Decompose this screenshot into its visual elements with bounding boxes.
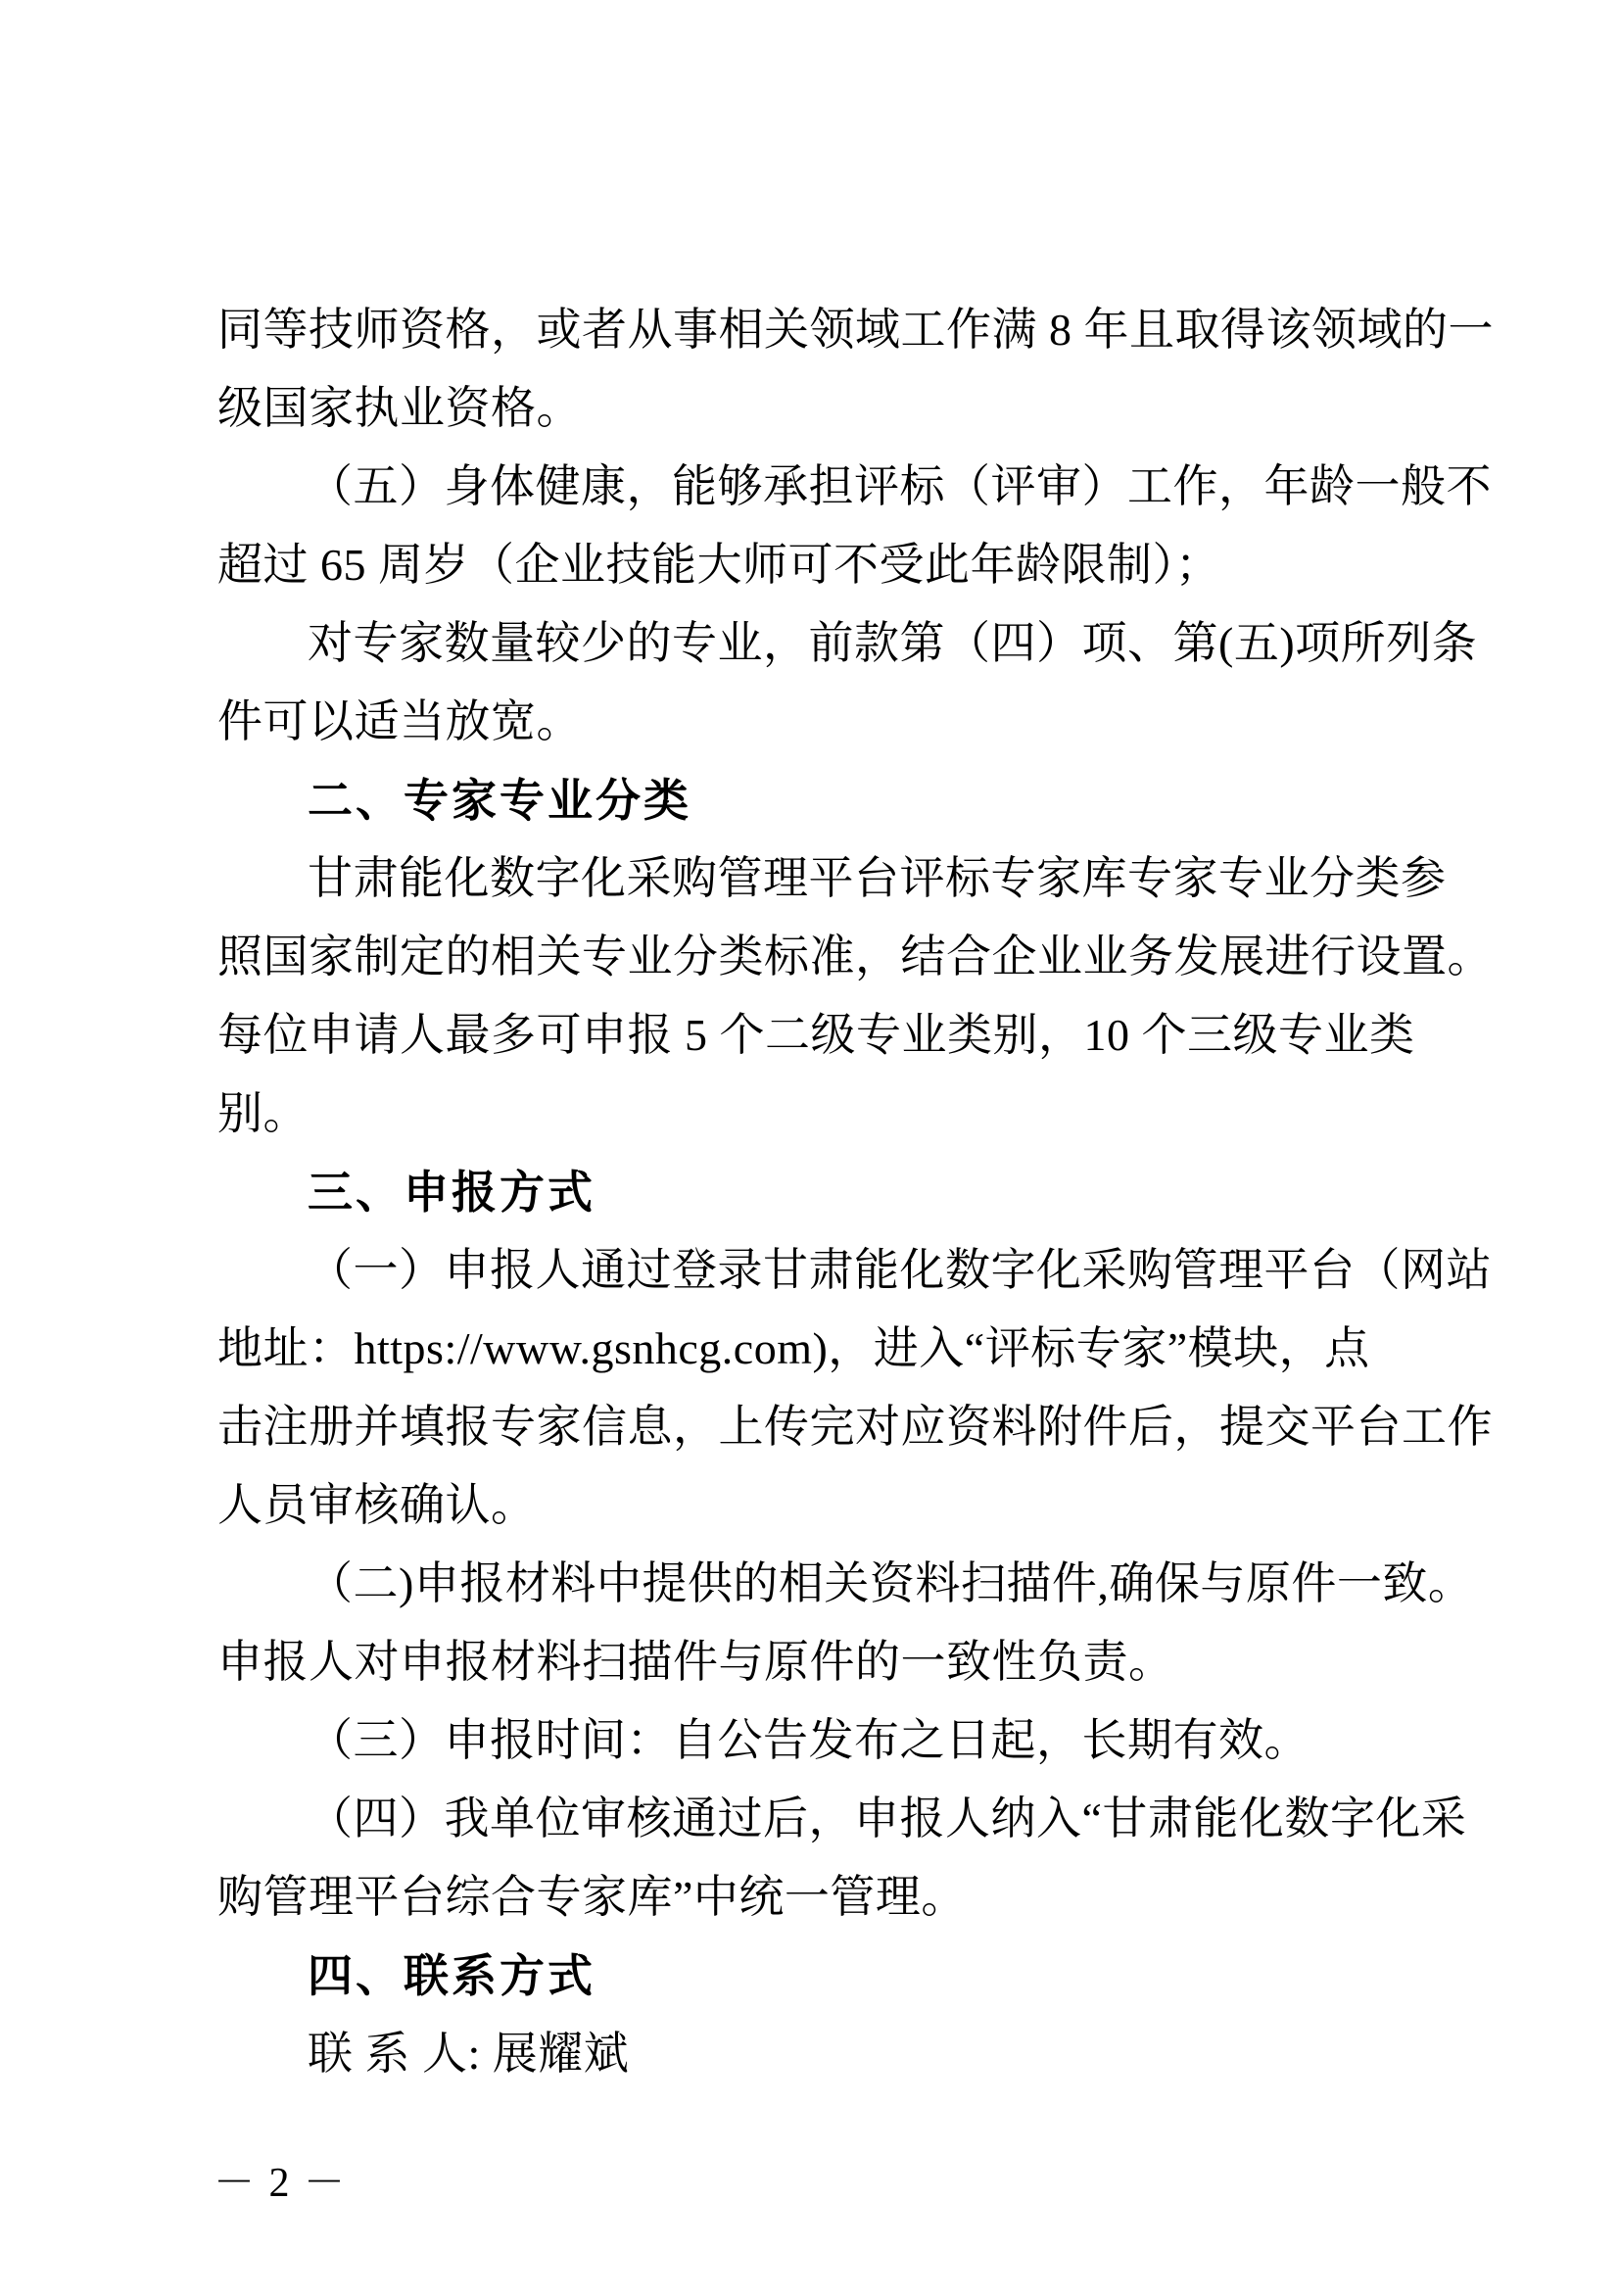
heading-section-3: 三、申报方式 bbox=[308, 1167, 595, 1218]
doc-line: 级国家执业资格。 bbox=[217, 383, 582, 433]
doc-line-item-2: （二)申报材料中提供的相关资料扫描件,确保与原件一致。 bbox=[308, 1558, 1474, 1608]
doc-line-item-1: （一）申报人通过登录甘肃能化数字化采购管理平台（网站 bbox=[308, 1245, 1492, 1295]
page-number: － 2 － bbox=[214, 2161, 348, 2206]
doc-line: 击注册并填报专家信息，上传完对应资料附件后，提交平台工作 bbox=[217, 1402, 1493, 1452]
doc-line: 甘肃能化数字化采购管理平台评标专家库专家专业分类参 bbox=[308, 853, 1447, 903]
doc-line: 每位申请人最多可申报 5 个二级专业类别，10 个三级专业类 bbox=[217, 1010, 1415, 1060]
doc-line: 购管理平台综合专家库”中统一管理。 bbox=[217, 1872, 967, 1922]
doc-line: 申报人对申报材料扫描件与原件的一致性负责。 bbox=[217, 1637, 1174, 1687]
doc-line: 照国家制定的相关专业分类标准，结合企业业务发展进行设置。 bbox=[217, 932, 1493, 981]
doc-line-website-url: 地址：https://www.gsnhcg.com)，进入“评标专家”模块，点 bbox=[217, 1323, 1370, 1373]
doc-line-item-4: （四）我单位审核通过后，申报人纳入“甘肃能化数字化采 bbox=[308, 1794, 1467, 1843]
doc-line-item-3: （三）申报时间：自公告发布之日起，长期有效。 bbox=[308, 1715, 1309, 1765]
doc-line-contact-person: 联 系 人: 展耀斌 bbox=[308, 2029, 630, 2079]
heading-section-2: 二、专家专业分类 bbox=[308, 775, 691, 826]
doc-line: 件可以适当放宽。 bbox=[217, 696, 582, 746]
doc-line: 同等技师资格，或者从事相关领域工作满 8 年且取得该领域的一 bbox=[217, 305, 1494, 355]
doc-line: 别。 bbox=[217, 1088, 309, 1138]
heading-section-4: 四、联系方式 bbox=[308, 1950, 595, 2001]
doc-line: 对专家数量较少的专业，前款第（四）项、第(五)项所列条 bbox=[308, 618, 1478, 668]
doc-line: 超过 65 周岁（企业技能大师可不受此年龄限制）； bbox=[217, 540, 1221, 590]
doc-line: 人员审核确认。 bbox=[217, 1480, 537, 1530]
document-body bbox=[217, 291, 1494, 2093]
doc-line-item-5: （五）身体健康，能够承担评标（评审）工作，年龄一般不 bbox=[308, 461, 1492, 511]
